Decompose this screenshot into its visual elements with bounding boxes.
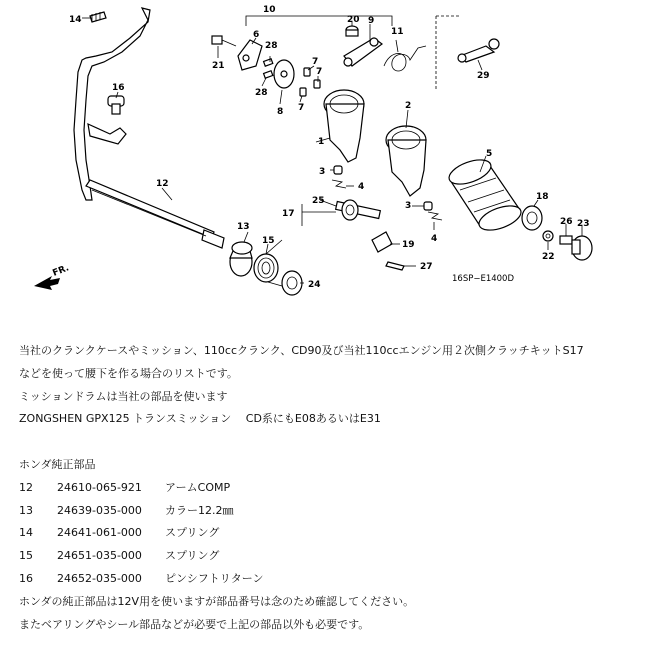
- part-name: カラー12.2㎜: [165, 503, 234, 517]
- callout-7a: 7: [312, 57, 319, 67]
- spring-15-part: [254, 240, 282, 286]
- bearing-18-part: [522, 206, 542, 230]
- shift-fork-2-part: [386, 126, 426, 196]
- callout-9: 9: [368, 16, 375, 26]
- part-name: スプリング: [165, 549, 220, 563]
- plate-19-part: [372, 232, 392, 252]
- cap-23-part: [572, 236, 592, 260]
- stopper-arm-9-part: [344, 38, 382, 66]
- part-code: 24641-061-000: [57, 526, 142, 540]
- callout-2: 2: [405, 101, 412, 111]
- callout-23: 23: [577, 219, 590, 229]
- stopper-plate-6-part: [238, 40, 262, 70]
- callout-4a: 4: [358, 182, 365, 192]
- figure-code: 16SP−E1400D: [452, 274, 515, 284]
- callout-5: 5: [486, 149, 493, 159]
- callout-24: 24: [308, 280, 321, 290]
- front-direction-arrow: [34, 263, 71, 290]
- intro-line-2: などを使って腰下を作る場合のリストです。: [19, 366, 238, 380]
- parts-row: [19, 522, 639, 545]
- callout-18: 18: [536, 192, 549, 202]
- part-code: 24651-035-000: [57, 549, 142, 563]
- shift-drum-5-part: [446, 155, 524, 235]
- leader-lines: [82, 18, 582, 283]
- washer-22-part: [543, 231, 553, 241]
- callout-21: 21: [212, 61, 225, 71]
- callout-1: 1: [318, 137, 325, 147]
- exploded-parts-diagram: [0, 0, 646, 300]
- callout-8: 8: [277, 107, 284, 117]
- parts-notes: [19, 340, 639, 636]
- callout-3b: 3: [405, 201, 412, 211]
- callout-28b: 28: [255, 88, 268, 98]
- part-number: 15: [19, 549, 33, 563]
- part-code: 24639-035-000: [57, 503, 142, 517]
- callout-12: 12: [156, 179, 169, 189]
- callout-22: 22: [542, 252, 555, 262]
- callout-15: 15: [262, 236, 275, 246]
- callout-labels: [69, 5, 590, 290]
- callout-27: 27: [420, 262, 433, 272]
- callout-6: 6: [253, 30, 260, 40]
- direction-label: FR.: [51, 263, 71, 279]
- callout-14: 14: [69, 15, 82, 25]
- parts-row: [19, 477, 639, 500]
- shift-fork-1-part: [324, 90, 364, 162]
- honda-parts-heading: ホンダ純正部品: [19, 457, 96, 471]
- callout-7c: 7: [298, 103, 305, 113]
- parts-row: [19, 500, 639, 523]
- callout-17: 17: [282, 209, 295, 219]
- parts-row: [19, 545, 639, 568]
- callout-29: 29: [477, 71, 490, 81]
- part-code: 24652-035-000: [57, 571, 142, 585]
- part-name: アームCOMP: [165, 480, 231, 494]
- bolt-21-part: [212, 36, 236, 46]
- callout-3a: 3: [319, 167, 326, 177]
- spacer: [19, 431, 639, 454]
- star-plate-8-part: [274, 60, 294, 88]
- callout-10: 10: [263, 5, 276, 15]
- callout-26: 26: [560, 217, 573, 227]
- callout-16: 16: [112, 83, 125, 93]
- part-number: 16: [19, 571, 33, 585]
- callout-13: 13: [237, 222, 250, 232]
- part-number: 13: [19, 503, 33, 517]
- callout-28a: 28: [265, 41, 278, 51]
- callout-4b: 4: [431, 234, 438, 244]
- drum-note: ミッションドラムは当社の部品を使います: [19, 389, 228, 403]
- footer-line-1: ホンダの純正部品は12V用を使いますが部品番号は念のため確認してください。: [19, 594, 415, 608]
- fork-shaft-17-part: [336, 200, 381, 220]
- collar-13-part: [230, 242, 252, 276]
- callout-20: 20: [347, 15, 360, 25]
- intro-line-1: 当社のクランクケースやミッション、110ccクランク、CD90及び当社110ccエンジン用２次側クラッチキットS17: [19, 344, 584, 357]
- parts-row: [19, 568, 639, 591]
- spring-11-part: [384, 46, 426, 71]
- bracket-29-part: [436, 16, 499, 90]
- pin-28-part: [264, 59, 273, 78]
- shift-arm-part: [74, 8, 224, 248]
- spring-14-part: [90, 12, 106, 22]
- part-number: 12: [19, 480, 33, 494]
- part-name: ピンシフトリターン: [165, 571, 264, 585]
- callout-7b: 7: [316, 67, 323, 77]
- part-number: 14: [19, 526, 33, 540]
- transmission-note: ZONGSHEN GPX125 トランスミッション CD系にもE08あるいはE31: [19, 412, 381, 426]
- seal-24-part: [282, 271, 302, 295]
- part-name: スプリング: [165, 526, 220, 540]
- collar-20-part: [346, 26, 358, 36]
- footer-line-2: またベアリングやシール部品などが必要で上記の部品以外も必要です。: [19, 617, 370, 631]
- callout-11: 11: [391, 27, 404, 37]
- part-code: 24610-065-921: [57, 480, 142, 494]
- bolt-27-part: [386, 262, 404, 270]
- bolt-26-part: [560, 236, 572, 244]
- callout-19: 19: [402, 240, 415, 250]
- pin-shift-return-part: [108, 96, 124, 114]
- callout-25: 25: [312, 196, 325, 206]
